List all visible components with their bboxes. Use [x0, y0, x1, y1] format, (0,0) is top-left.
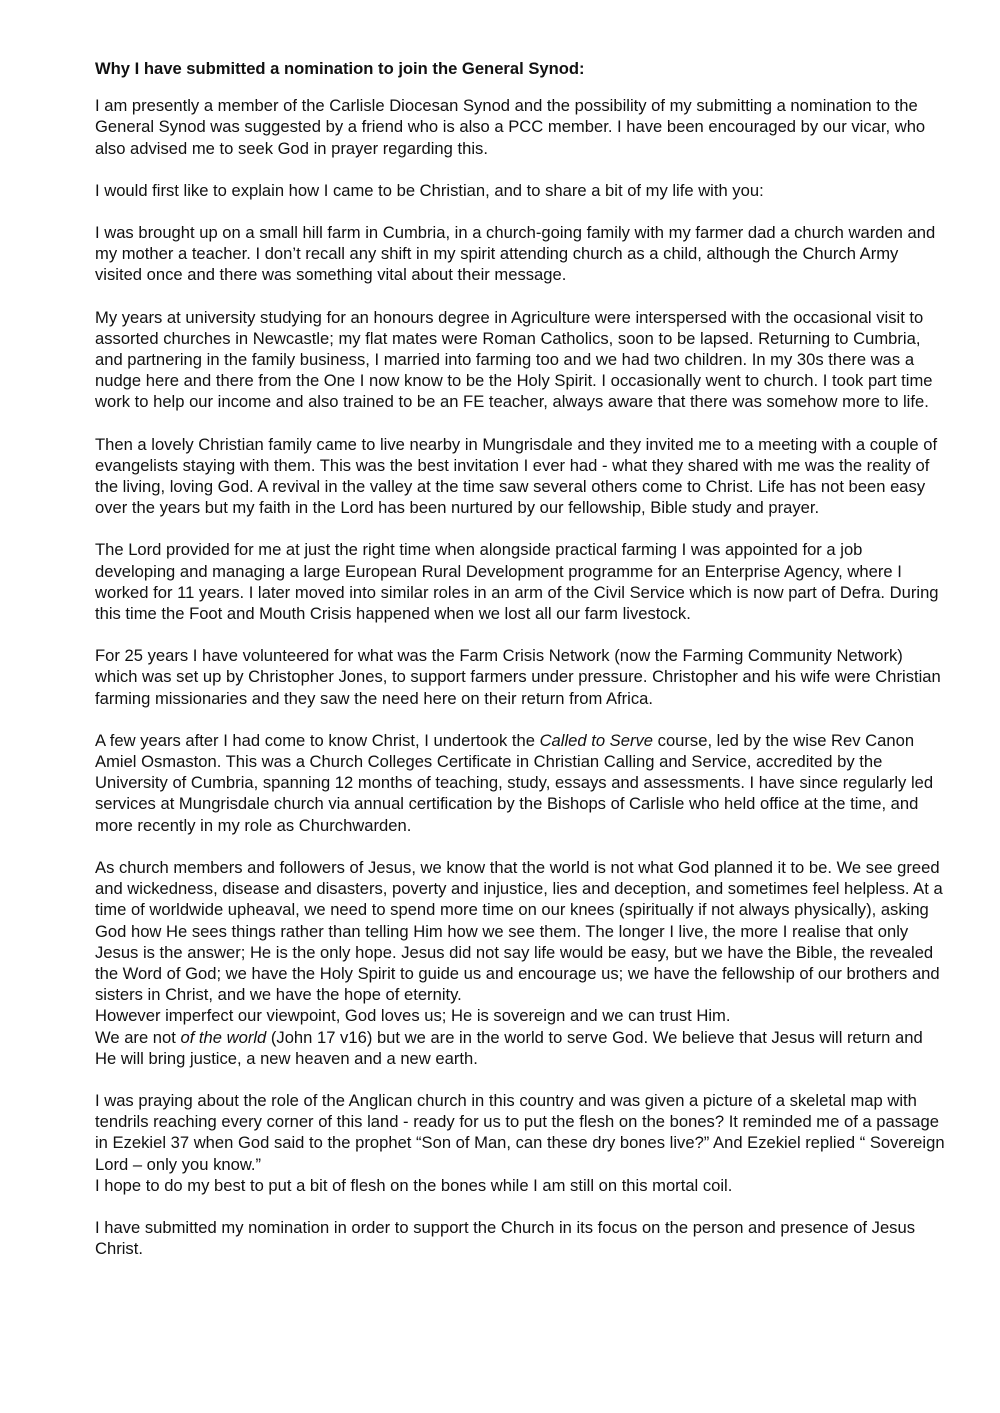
- not-of-world-text-before: We are not: [95, 1027, 181, 1047]
- paragraph-not-of-the-world: [95, 1027, 945, 1069]
- paragraph-diocesan-synod: I am presently a member of the Carlisle Diocesan Synod and the possibility of my submitting a nomination to the General Synod was suggested by a friend who is also a PCC member. I have been encouraged by our vicar, who also advised me to seek God in prayer regarding this.: [95, 96, 926, 158]
- paragraph-skeletal-map: I was praying about the role of the Anglican church in this country and was given a picture of a skeletal map with tendrils reaching every corner of this land - ready for us to put the flesh on the bones? It reminded me of a passage in Ezekiel 37 when God said to the prophet “Son of Man, can these dry bones live?” And Ezekiel replied “ Sovereign Lord – only you know.”: [95, 1090, 945, 1174]
- line-flesh-on-bones: I hope to do my best to put a bit of flesh on the bones while I am still on this mortal coil.: [95, 1175, 733, 1195]
- document-heading: Why I have submitted a nomination to join the General Synod:: [95, 59, 585, 78]
- paragraph-career: The Lord provided for me at just the right time when alongside practical farming I was appointed for a job developing and managing a large European Rural Development programme for an Enterprise Agency, where I worked for 11 years. I later moved into similar roles in an arm of the Civil Service which is now part of Defra. During this time the Foot and Mouth Crisis happened when we lost all our farm livestock.: [95, 540, 939, 624]
- paragraph-upbringing: I was brought up on a small hill farm in Cumbria, in a church-going family with my farmer dad a church warden and my mother a teacher. I don’t recall any shift in my spirit attending church as a child, although the Church Army visited once and there was something vital about their message.: [95, 223, 936, 285]
- not-of-world-text-after: (John 17 v16) but we are in the world to serve God. We believe that Jesus will return and He will bring justice, a new heaven and a new earth.: [95, 1027, 923, 1068]
- paragraph-conversion: Then a lovely Christian family came to live nearby in Mungrisdale and they invited me to a meeting with a couple of evangelists staying with them. This was the best invitation I ever had - what they shared with me was the reality of the living, loving God. A revival in the valley at the time saw several others come to Christ. Life has not been easy over the years but my faith in the Lord has been nurtured by our fellowship, Bible study and prayer.: [95, 434, 938, 518]
- called-to-serve-title: Called to Serve: [539, 730, 654, 750]
- called-to-serve-text-before: A few years after I had come to know Christ, I undertook the: [95, 730, 540, 750]
- line-god-loves-us: However imperfect our viewpoint, God loves us; He is sovereign and we can trust Him.: [95, 1006, 731, 1026]
- paragraph-university: My years at university studying for an honours degree in Agriculture were interspersed with the occasional visit to assorted churches in Newcastle; my flat mates were Roman Catholics, soon to be lapsed. Returning to Cumbria, and partnering in the family business, I married into farming too and we had two children. In my 30s there was a nudge here and there from the One I now know to be the Holy Spirit. I occasionally went to church. I took part time work to help our income and also trained to be an FE teacher, always aware that there was somehow more to life.: [95, 307, 933, 412]
- paragraph-farm-crisis-network: For 25 years I have volunteered for what was the Farm Crisis Network (now the Farming Community Network) which was set up by Christopher Jones, to support farmers under pressure. Christopher and his wife were Christian farming missionaries and they saw the need here on their return from Africa.: [95, 646, 941, 708]
- not-of-world-italic: of the world: [180, 1027, 267, 1047]
- paragraph-closing: I have submitted my nomination in order to support the Church in its focus on the person and presence of Jesus Christ.: [95, 1217, 916, 1259]
- paragraph-world: As church members and followers of Jesus, we know that the world is not what God planned it to be. We see greed and wickedness, disease and disasters, poverty and injustice, lies and deception, and sometimes feel helpless. At a time of worldwide upheaval, we need to spend more time on our knees (spiritually if not always physically), asking God how He sees things rather than telling Him how we see them. The longer I live, the more I realise that only Jesus is the answer; He is the only hope. Jesus did not say life would be easy, but we have the Bible, the revealed the Word of God; we have the Holy Spirit to guide us and encourage us; we have the fellowship of our brothers and sisters in Christ, and we have the hope of eternity.: [95, 857, 943, 1005]
- paragraph-introduction: I would first like to explain how I came to be Christian, and to share a bit of my life with you:: [95, 180, 764, 200]
- called-to-serve-text-after: course, led by the wise Rev Canon Amiel Osmaston. This was a Church Colleges Certificate in Christian Calling and Service, accredited by the University of Cumbria, spanning 12 months of teaching, study, essays and assessments. I have since regularly led services at Mungrisdale church via annual certification by the Bishops of Carlisle who held office at the time, and more recently in my role as Churchwarden.: [95, 730, 934, 835]
- paragraph-called-to-serve: [95, 730, 945, 836]
- document-page: [95, 58, 945, 1280]
